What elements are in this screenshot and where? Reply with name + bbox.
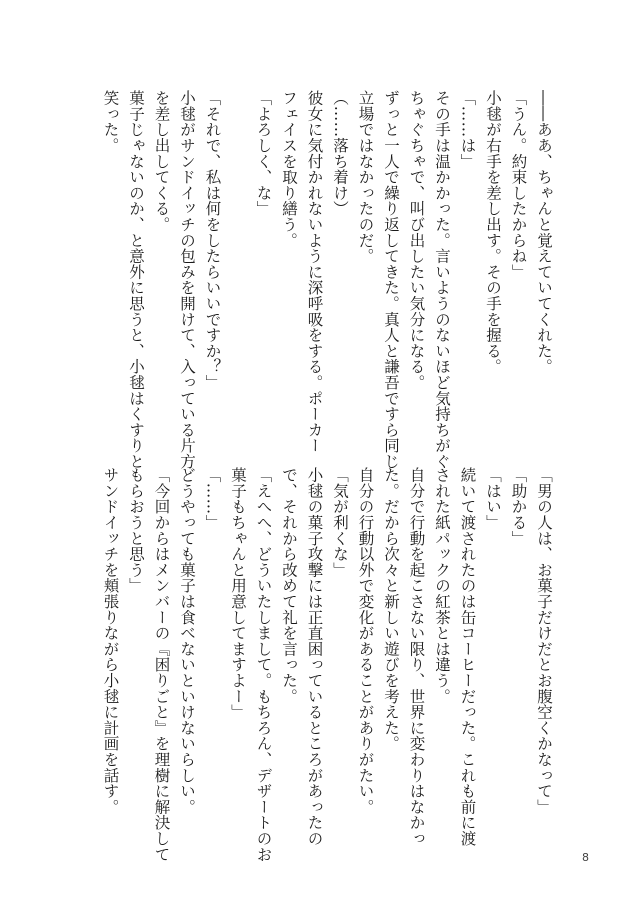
- text-line: 「えへへ、どういたしまして。もちろん、デザートのお: [254, 467, 273, 862]
- text-line: 菓子もちゃんと用意してますよー」: [229, 467, 247, 720]
- text-line: 続いて渡されたのは缶コーヒーだった。これも前に渡: [458, 467, 477, 847]
- text-line: 小毬の菓子攻撃には正直困っているところがあったの: [305, 467, 324, 847]
- text-line: 立場ではなかったのだ。: [356, 90, 375, 264]
- text-line: 「……は」: [458, 90, 477, 169]
- text-line: 「うん。約束したからね」: [509, 90, 528, 280]
- text-line: 「気が利くな」: [331, 467, 349, 578]
- text-line: 自分で行動を起こさない限り、世界に変わりはなかっ: [407, 467, 426, 847]
- blank-line: [225, 90, 251, 450]
- text-line: 「はい」: [484, 467, 502, 531]
- text-line: 小毬が右手を差し出す。その手を握る。: [484, 90, 502, 375]
- text-line: を差し出してくる。: [152, 90, 171, 233]
- bottom-text-block: [96, 467, 556, 862]
- text-line: た。だから次々と新しい遊びを考えた。: [382, 467, 400, 752]
- page-number: 8: [582, 851, 589, 864]
- text-line: サンドイッチを頬張りながら小毬に計画を話す。: [101, 467, 120, 815]
- text-line: ずっと一人で繰り返してきた。真人と謙吾ですら同じ: [382, 90, 400, 470]
- text-line: 「それで、私は何をしたらいいですか？」: [203, 90, 222, 391]
- text-line: もらおうと思う」: [127, 467, 145, 594]
- text-line: 菓子じゃないのか、と意外に思うと、小毬はくすりと: [127, 90, 145, 470]
- text-line: 笑った。: [101, 90, 120, 154]
- text-line: 「……」: [203, 467, 222, 531]
- text-line: 「よろしく、な」: [254, 90, 273, 217]
- text-line: 小毬がサンドイッチの包みを開けて、入っている片方: [178, 90, 196, 470]
- text-line: 「今回からはメンバーの『困りごと』を理樹に解決して: [152, 467, 171, 862]
- text-line: 彼女に気付かれないように深呼吸をする。ポーカー: [305, 90, 324, 454]
- text-line: ちゃぐちゃで、叫び出したい気分になる。: [407, 90, 426, 391]
- text-line: その手は温かかった。言いようのないほど気持ちがぐ: [433, 90, 451, 470]
- text-line: 「助かる」: [509, 467, 528, 546]
- text-line: （……落ち着け）: [331, 90, 349, 217]
- text-line: ――ああ、ちゃんと覚えていてくれた。: [535, 90, 553, 375]
- text-line: どうやっても菓子は食べないといけないらしい。: [178, 467, 196, 815]
- text-line: で、それから改めて礼を言った。: [280, 467, 298, 704]
- top-text-block: [96, 90, 556, 470]
- text-line: された紙パックの紅茶とは違う。: [433, 467, 451, 704]
- text-line: フェイスを取り繕う。: [280, 90, 298, 248]
- text-line: 「男の人は、お菓子だけだとお腹空くかなって」: [535, 467, 553, 815]
- text-line: 自分の行動以外で変化があることがありがたい。: [356, 467, 375, 815]
